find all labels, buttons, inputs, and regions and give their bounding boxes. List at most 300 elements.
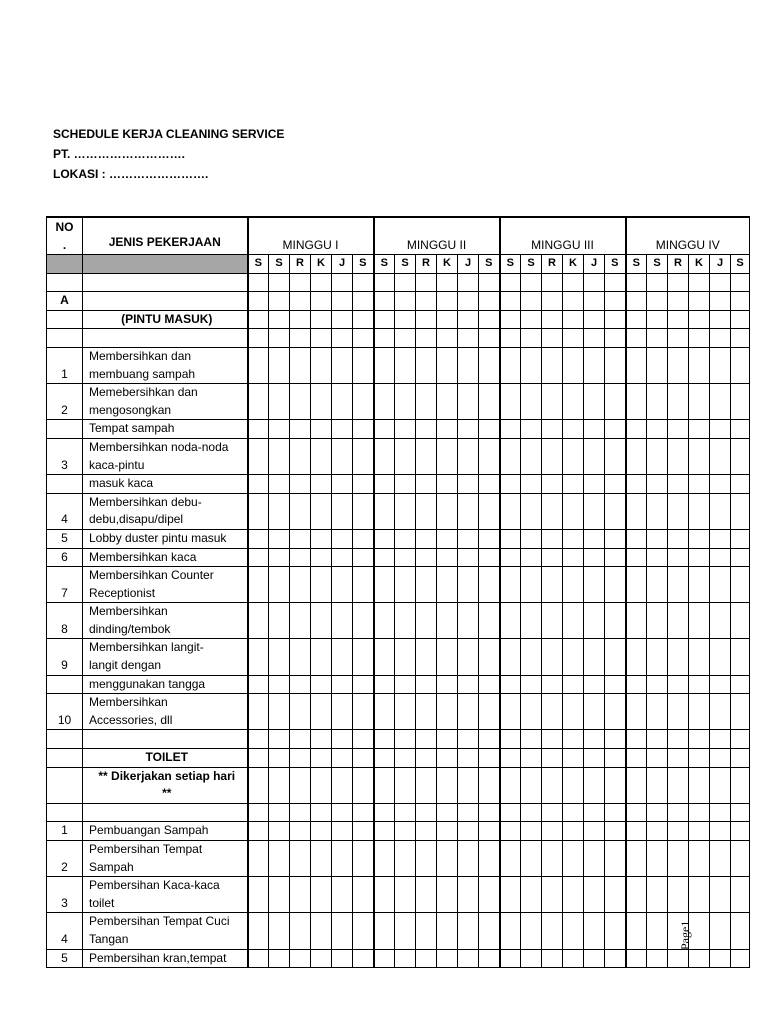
schedule-check-cell[interactable] [374,273,395,292]
schedule-check-cell[interactable] [374,694,395,730]
schedule-check-cell[interactable] [542,529,563,548]
schedule-check-cell[interactable] [269,730,290,749]
schedule-check-cell[interactable] [521,603,542,639]
schedule-check-cell[interactable] [416,841,437,877]
schedule-check-cell[interactable] [626,694,647,730]
schedule-check-cell[interactable] [479,749,500,768]
schedule-check-cell[interactable] [542,603,563,639]
schedule-check-cell[interactable] [458,273,479,292]
schedule-check-cell[interactable] [563,639,584,675]
schedule-check-cell[interactable] [311,913,332,949]
schedule-check-cell[interactable] [479,603,500,639]
schedule-check-cell[interactable] [290,949,311,968]
schedule-check-cell[interactable] [647,694,668,730]
schedule-check-cell[interactable] [353,822,374,841]
schedule-check-cell[interactable] [605,548,626,567]
schedule-check-cell[interactable] [332,767,353,803]
schedule-check-cell[interactable] [290,639,311,675]
schedule-check-cell[interactable] [437,529,458,548]
schedule-check-cell[interactable] [311,475,332,494]
schedule-check-cell[interactable] [584,822,605,841]
schedule-check-cell[interactable] [731,475,750,494]
schedule-check-cell[interactable] [521,822,542,841]
schedule-check-cell[interactable] [458,475,479,494]
schedule-check-cell[interactable] [332,548,353,567]
schedule-check-cell[interactable] [437,567,458,603]
schedule-check-cell[interactable] [626,529,647,548]
schedule-check-cell[interactable] [647,347,668,383]
schedule-check-cell[interactable] [248,310,269,329]
schedule-check-cell[interactable] [374,567,395,603]
schedule-check-cell[interactable] [500,694,521,730]
schedule-check-cell[interactable] [458,567,479,603]
schedule-check-cell[interactable] [500,384,521,420]
schedule-check-cell[interactable] [311,438,332,474]
schedule-check-cell[interactable] [416,420,437,439]
schedule-check-cell[interactable] [542,749,563,768]
schedule-check-cell[interactable] [710,877,731,913]
schedule-check-cell[interactable] [416,529,437,548]
schedule-check-cell[interactable] [416,675,437,694]
schedule-check-cell[interactable] [521,273,542,292]
schedule-check-cell[interactable] [668,329,689,348]
schedule-check-cell[interactable] [353,949,374,968]
schedule-check-cell[interactable] [395,803,416,822]
schedule-check-cell[interactable] [647,913,668,949]
schedule-check-cell[interactable] [311,822,332,841]
schedule-check-cell[interactable] [647,749,668,768]
schedule-check-cell[interactable] [248,949,269,968]
schedule-check-cell[interactable] [500,949,521,968]
schedule-check-cell[interactable] [689,567,710,603]
schedule-check-cell[interactable] [458,675,479,694]
schedule-check-cell[interactable] [458,913,479,949]
schedule-check-cell[interactable] [542,420,563,439]
schedule-check-cell[interactable] [479,329,500,348]
schedule-check-cell[interactable] [605,420,626,439]
schedule-check-cell[interactable] [311,529,332,548]
schedule-check-cell[interactable] [458,730,479,749]
schedule-check-cell[interactable] [668,567,689,603]
schedule-check-cell[interactable] [332,475,353,494]
schedule-check-cell[interactable] [521,841,542,877]
schedule-check-cell[interactable] [521,694,542,730]
schedule-check-cell[interactable] [248,438,269,474]
schedule-check-cell[interactable] [269,767,290,803]
schedule-check-cell[interactable] [374,384,395,420]
schedule-check-cell[interactable] [290,438,311,474]
schedule-check-cell[interactable] [626,310,647,329]
schedule-check-cell[interactable] [626,292,647,311]
schedule-check-cell[interactable] [290,749,311,768]
schedule-check-cell[interactable] [731,603,750,639]
schedule-check-cell[interactable] [626,841,647,877]
schedule-check-cell[interactable] [269,603,290,639]
schedule-check-cell[interactable] [269,877,290,913]
schedule-check-cell[interactable] [563,347,584,383]
schedule-check-cell[interactable] [416,292,437,311]
schedule-check-cell[interactable] [563,694,584,730]
schedule-check-cell[interactable] [311,841,332,877]
schedule-check-cell[interactable] [374,639,395,675]
schedule-check-cell[interactable] [731,822,750,841]
schedule-check-cell[interactable] [479,310,500,329]
schedule-check-cell[interactable] [395,694,416,730]
schedule-check-cell[interactable] [542,329,563,348]
schedule-check-cell[interactable] [626,548,647,567]
schedule-check-cell[interactable] [248,877,269,913]
schedule-check-cell[interactable] [626,384,647,420]
schedule-check-cell[interactable] [290,877,311,913]
schedule-check-cell[interactable] [710,292,731,311]
schedule-check-cell[interactable] [374,949,395,968]
schedule-check-cell[interactable] [437,639,458,675]
schedule-check-cell[interactable] [437,548,458,567]
schedule-check-cell[interactable] [437,420,458,439]
schedule-check-cell[interactable] [563,767,584,803]
schedule-check-cell[interactable] [353,803,374,822]
schedule-check-cell[interactable] [731,675,750,694]
schedule-check-cell[interactable] [395,603,416,639]
schedule-check-cell[interactable] [395,329,416,348]
schedule-check-cell[interactable] [605,384,626,420]
schedule-check-cell[interactable] [689,730,710,749]
schedule-check-cell[interactable] [500,292,521,311]
schedule-check-cell[interactable] [605,310,626,329]
schedule-check-cell[interactable] [374,329,395,348]
schedule-check-cell[interactable] [248,273,269,292]
schedule-check-cell[interactable] [458,420,479,439]
schedule-check-cell[interactable] [395,438,416,474]
schedule-check-cell[interactable] [353,438,374,474]
schedule-check-cell[interactable] [626,949,647,968]
schedule-check-cell[interactable] [500,730,521,749]
schedule-check-cell[interactable] [290,420,311,439]
schedule-check-cell[interactable] [248,603,269,639]
schedule-check-cell[interactable] [626,877,647,913]
schedule-check-cell[interactable] [647,730,668,749]
schedule-check-cell[interactable] [437,438,458,474]
schedule-check-cell[interactable] [542,767,563,803]
schedule-check-cell[interactable] [710,310,731,329]
schedule-check-cell[interactable] [353,475,374,494]
schedule-check-cell[interactable] [332,749,353,768]
schedule-check-cell[interactable] [374,877,395,913]
schedule-check-cell[interactable] [290,603,311,639]
schedule-check-cell[interactable] [647,675,668,694]
schedule-check-cell[interactable] [479,913,500,949]
schedule-check-cell[interactable] [248,803,269,822]
schedule-check-cell[interactable] [521,310,542,329]
schedule-check-cell[interactable] [374,438,395,474]
schedule-check-cell[interactable] [689,384,710,420]
schedule-check-cell[interactable] [311,803,332,822]
schedule-check-cell[interactable] [521,493,542,529]
schedule-check-cell[interactable] [626,438,647,474]
schedule-check-cell[interactable] [290,347,311,383]
schedule-check-cell[interactable] [458,384,479,420]
schedule-check-cell[interactable] [248,841,269,877]
schedule-check-cell[interactable] [710,694,731,730]
schedule-check-cell[interactable] [689,603,710,639]
schedule-check-cell[interactable] [731,310,750,329]
schedule-check-cell[interactable] [500,603,521,639]
schedule-check-cell[interactable] [563,749,584,768]
schedule-check-cell[interactable] [311,675,332,694]
schedule-check-cell[interactable] [269,420,290,439]
schedule-check-cell[interactable] [353,548,374,567]
schedule-check-cell[interactable] [311,310,332,329]
schedule-check-cell[interactable] [374,803,395,822]
schedule-check-cell[interactable] [374,475,395,494]
schedule-check-cell[interactable] [332,493,353,529]
schedule-check-cell[interactable] [584,694,605,730]
schedule-check-cell[interactable] [647,567,668,603]
schedule-check-cell[interactable] [521,384,542,420]
schedule-check-cell[interactable] [458,639,479,675]
schedule-check-cell[interactable] [437,292,458,311]
schedule-check-cell[interactable] [332,949,353,968]
schedule-check-cell[interactable] [584,347,605,383]
schedule-check-cell[interactable] [290,384,311,420]
schedule-check-cell[interactable] [563,603,584,639]
schedule-check-cell[interactable] [416,913,437,949]
schedule-check-cell[interactable] [563,384,584,420]
schedule-check-cell[interactable] [542,913,563,949]
schedule-check-cell[interactable] [689,803,710,822]
schedule-check-cell[interactable] [311,292,332,311]
schedule-check-cell[interactable] [731,347,750,383]
schedule-check-cell[interactable] [710,767,731,803]
schedule-check-cell[interactable] [290,548,311,567]
schedule-check-cell[interactable] [521,529,542,548]
schedule-check-cell[interactable] [248,639,269,675]
schedule-check-cell[interactable] [605,675,626,694]
schedule-check-cell[interactable] [290,913,311,949]
schedule-check-cell[interactable] [437,730,458,749]
schedule-check-cell[interactable] [353,749,374,768]
schedule-check-cell[interactable] [626,913,647,949]
schedule-check-cell[interactable] [605,292,626,311]
schedule-check-cell[interactable] [668,767,689,803]
schedule-check-cell[interactable] [416,347,437,383]
schedule-check-cell[interactable] [416,639,437,675]
schedule-check-cell[interactable] [542,841,563,877]
schedule-check-cell[interactable] [605,730,626,749]
schedule-check-cell[interactable] [605,913,626,949]
schedule-check-cell[interactable] [458,841,479,877]
schedule-check-cell[interactable] [626,493,647,529]
schedule-check-cell[interactable] [311,603,332,639]
schedule-check-cell[interactable] [605,694,626,730]
schedule-check-cell[interactable] [311,420,332,439]
schedule-check-cell[interactable] [269,347,290,383]
schedule-check-cell[interactable] [437,329,458,348]
schedule-check-cell[interactable] [731,639,750,675]
schedule-check-cell[interactable] [731,841,750,877]
schedule-check-cell[interactable] [437,384,458,420]
schedule-check-cell[interactable] [248,567,269,603]
schedule-check-cell[interactable] [563,567,584,603]
schedule-check-cell[interactable] [542,347,563,383]
schedule-check-cell[interactable] [731,529,750,548]
schedule-check-cell[interactable] [458,548,479,567]
schedule-check-cell[interactable] [647,548,668,567]
schedule-check-cell[interactable] [668,603,689,639]
schedule-check-cell[interactable] [626,822,647,841]
schedule-check-cell[interactable] [353,603,374,639]
schedule-check-cell[interactable] [521,949,542,968]
schedule-check-cell[interactable] [647,822,668,841]
schedule-check-cell[interactable] [269,694,290,730]
schedule-check-cell[interactable] [521,767,542,803]
schedule-check-cell[interactable] [248,730,269,749]
schedule-check-cell[interactable] [437,749,458,768]
schedule-check-cell[interactable] [311,694,332,730]
schedule-check-cell[interactable] [311,949,332,968]
schedule-check-cell[interactable] [731,803,750,822]
schedule-check-cell[interactable] [353,529,374,548]
schedule-check-cell[interactable] [605,493,626,529]
schedule-check-cell[interactable] [290,767,311,803]
schedule-check-cell[interactable] [416,548,437,567]
schedule-check-cell[interactable] [290,329,311,348]
schedule-check-cell[interactable] [437,877,458,913]
schedule-check-cell[interactable] [290,273,311,292]
schedule-check-cell[interactable] [584,384,605,420]
schedule-check-cell[interactable] [584,949,605,968]
schedule-check-cell[interactable] [605,767,626,803]
schedule-check-cell[interactable] [374,675,395,694]
schedule-check-cell[interactable] [521,438,542,474]
schedule-check-cell[interactable] [458,949,479,968]
schedule-check-cell[interactable] [521,420,542,439]
schedule-check-cell[interactable] [605,475,626,494]
schedule-check-cell[interactable] [731,438,750,474]
schedule-check-cell[interactable] [332,329,353,348]
schedule-check-cell[interactable] [395,529,416,548]
schedule-check-cell[interactable] [248,694,269,730]
schedule-check-cell[interactable] [479,529,500,548]
schedule-check-cell[interactable] [437,310,458,329]
schedule-check-cell[interactable] [563,329,584,348]
schedule-check-cell[interactable] [605,877,626,913]
schedule-check-cell[interactable] [248,292,269,311]
schedule-check-cell[interactable] [710,675,731,694]
schedule-check-cell[interactable] [731,913,750,949]
schedule-check-cell[interactable] [311,730,332,749]
schedule-check-cell[interactable] [290,694,311,730]
schedule-check-cell[interactable] [353,384,374,420]
schedule-check-cell[interactable] [689,310,710,329]
schedule-check-cell[interactable] [458,292,479,311]
schedule-check-cell[interactable] [437,675,458,694]
schedule-check-cell[interactable] [626,329,647,348]
schedule-check-cell[interactable] [500,273,521,292]
schedule-check-cell[interactable] [458,822,479,841]
schedule-check-cell[interactable] [710,384,731,420]
schedule-check-cell[interactable] [500,767,521,803]
schedule-check-cell[interactable] [647,949,668,968]
schedule-check-cell[interactable] [458,877,479,913]
schedule-check-cell[interactable] [416,329,437,348]
schedule-check-cell[interactable] [668,949,689,968]
schedule-check-cell[interactable] [353,420,374,439]
schedule-check-cell[interactable] [542,803,563,822]
schedule-check-cell[interactable] [332,803,353,822]
schedule-check-cell[interactable] [395,420,416,439]
schedule-check-cell[interactable] [374,529,395,548]
schedule-check-cell[interactable] [500,493,521,529]
schedule-check-cell[interactable] [647,420,668,439]
schedule-check-cell[interactable] [290,493,311,529]
schedule-check-cell[interactable] [416,767,437,803]
schedule-check-cell[interactable] [626,603,647,639]
schedule-check-cell[interactable] [479,841,500,877]
schedule-check-cell[interactable] [563,420,584,439]
schedule-check-cell[interactable] [269,273,290,292]
schedule-check-cell[interactable] [689,292,710,311]
schedule-check-cell[interactable] [479,420,500,439]
schedule-check-cell[interactable] [668,292,689,311]
schedule-check-cell[interactable] [248,548,269,567]
schedule-check-cell[interactable] [689,273,710,292]
schedule-check-cell[interactable] [689,475,710,494]
schedule-check-cell[interactable] [563,493,584,529]
schedule-check-cell[interactable] [542,822,563,841]
schedule-check-cell[interactable] [374,822,395,841]
schedule-check-cell[interactable] [584,749,605,768]
schedule-check-cell[interactable] [710,529,731,548]
schedule-check-cell[interactable] [269,949,290,968]
schedule-check-cell[interactable] [521,675,542,694]
schedule-check-cell[interactable] [374,730,395,749]
schedule-check-cell[interactable] [605,822,626,841]
schedule-check-cell[interactable] [458,310,479,329]
schedule-check-cell[interactable] [353,877,374,913]
schedule-check-cell[interactable] [248,384,269,420]
schedule-check-cell[interactable] [605,749,626,768]
schedule-check-cell[interactable] [605,841,626,877]
schedule-check-cell[interactable] [311,273,332,292]
schedule-check-cell[interactable] [290,803,311,822]
schedule-check-cell[interactable] [605,603,626,639]
schedule-check-cell[interactable] [521,913,542,949]
schedule-check-cell[interactable] [374,603,395,639]
schedule-check-cell[interactable] [374,493,395,529]
schedule-check-cell[interactable] [521,292,542,311]
schedule-check-cell[interactable] [479,438,500,474]
schedule-check-cell[interactable] [479,949,500,968]
schedule-check-cell[interactable] [605,567,626,603]
schedule-check-cell[interactable] [416,730,437,749]
schedule-check-cell[interactable] [605,639,626,675]
schedule-check-cell[interactable] [248,767,269,803]
schedule-check-cell[interactable] [563,841,584,877]
schedule-check-cell[interactable] [479,803,500,822]
schedule-check-cell[interactable] [395,822,416,841]
schedule-check-cell[interactable] [248,420,269,439]
schedule-check-cell[interactable] [332,841,353,877]
schedule-check-cell[interactable] [479,273,500,292]
schedule-check-cell[interactable] [416,877,437,913]
schedule-check-cell[interactable] [584,730,605,749]
schedule-check-cell[interactable] [542,493,563,529]
schedule-check-cell[interactable] [521,347,542,383]
schedule-check-cell[interactable] [689,822,710,841]
schedule-check-cell[interactable] [710,420,731,439]
schedule-check-cell[interactable] [290,730,311,749]
